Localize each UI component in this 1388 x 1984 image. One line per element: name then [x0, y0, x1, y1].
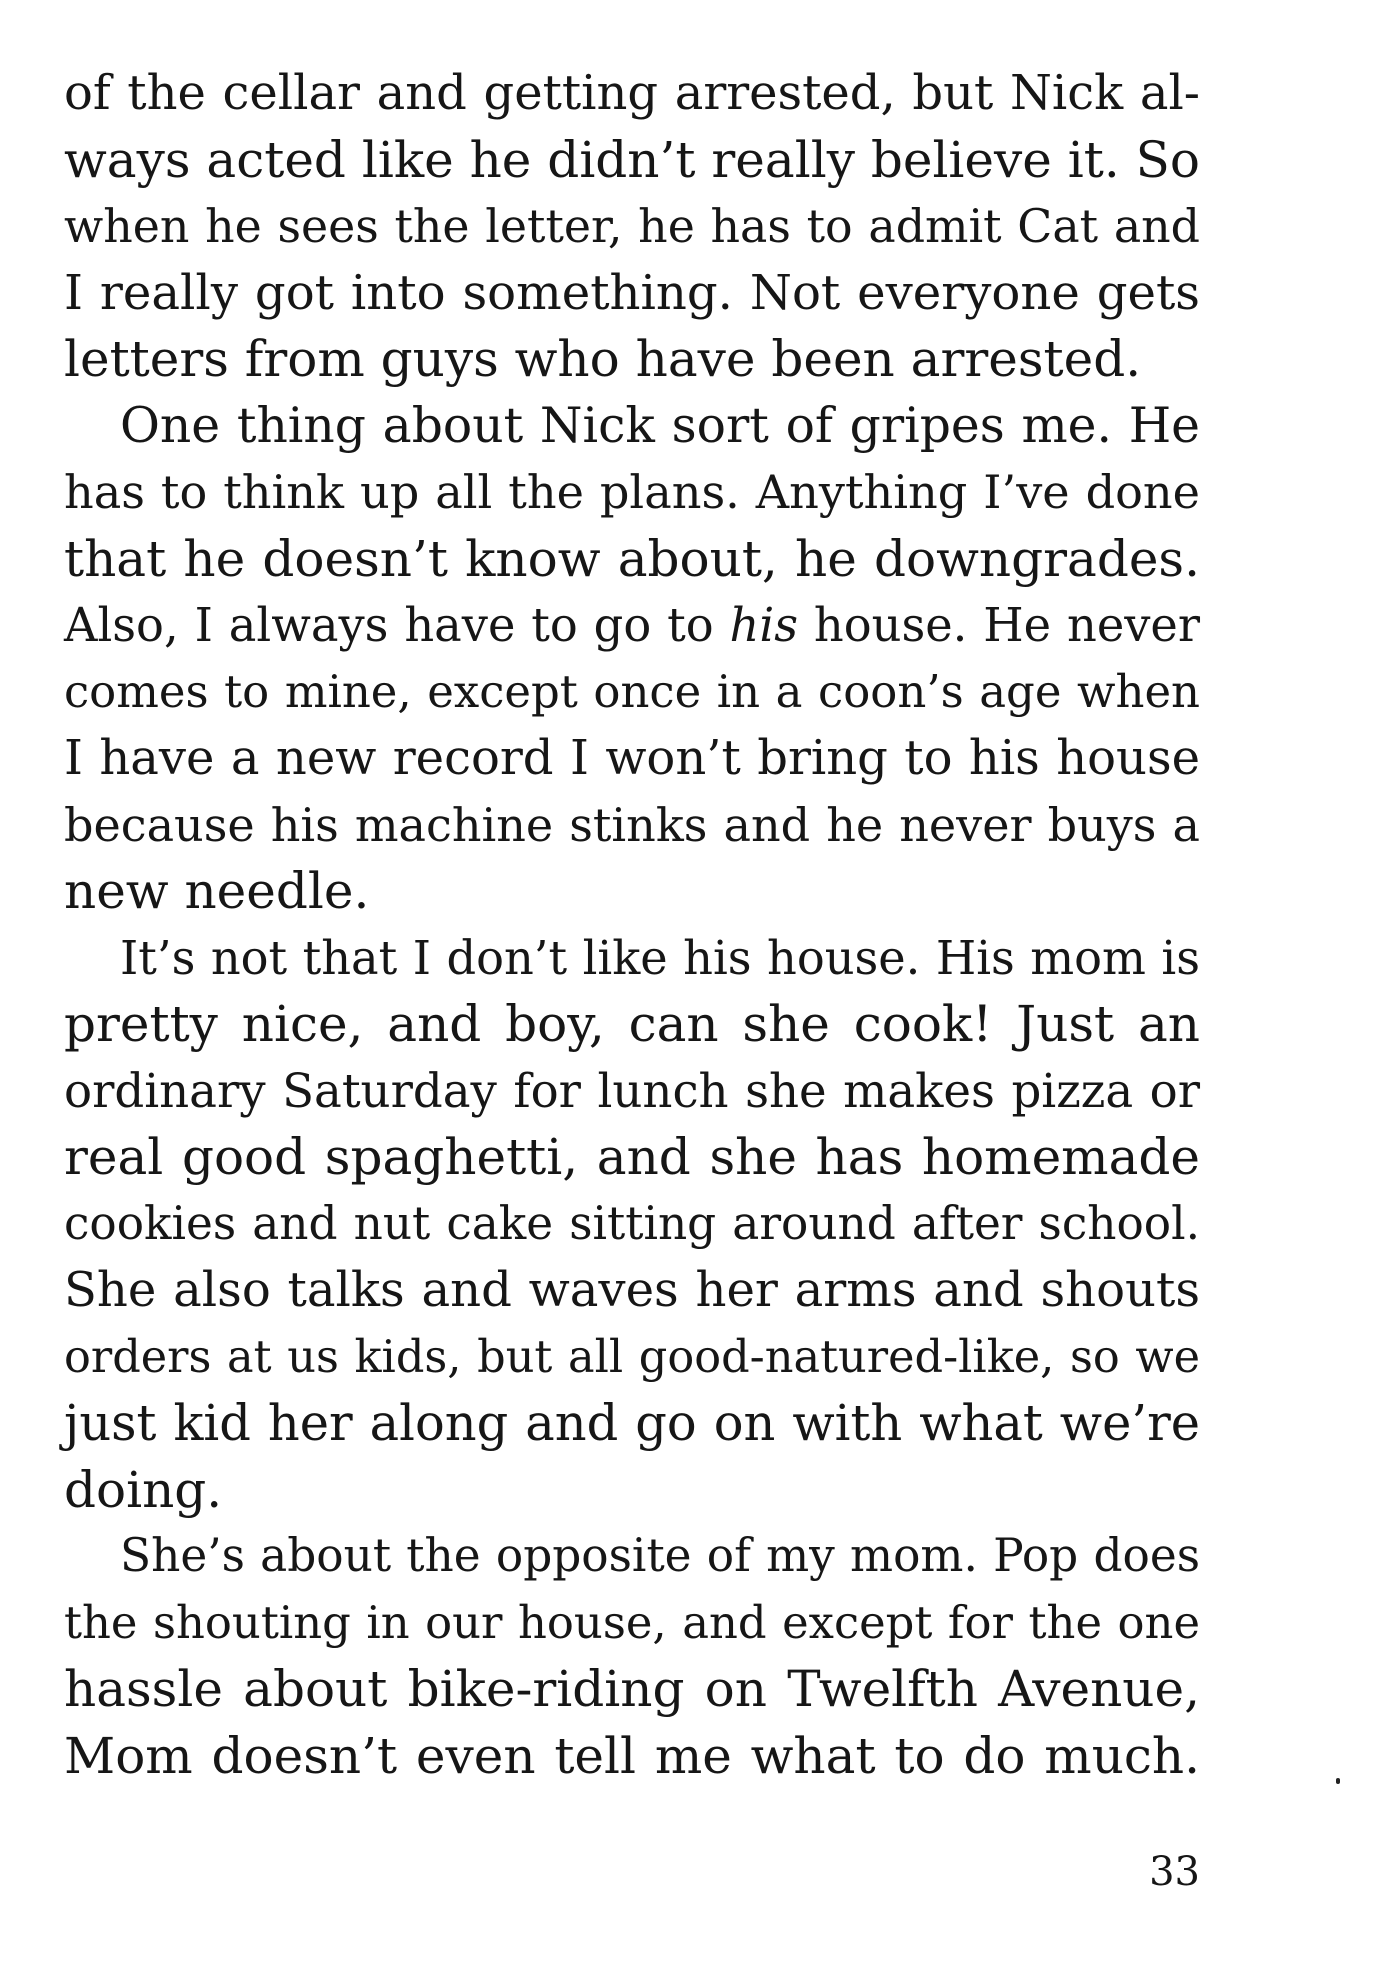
text-line: doing.: [64, 1460, 223, 1519]
text-line: new needle.: [64, 862, 370, 920]
page-number: 33: [1149, 1849, 1200, 1895]
text-line: One thing about Nick sort of gripes me. He: [120, 397, 1200, 454]
print-speck: [1336, 1778, 1340, 1784]
text-line: She’s about the opposite of my mom. Pop does: [120, 1529, 1200, 1582]
italic-word: his: [729, 598, 798, 652]
text-line: the shouting in our house, and except for the one: [64, 1595, 1200, 1649]
text-line: I really got into something. Not everyone gets: [64, 264, 1200, 321]
text-line: orders at us kids, but all good-natured-like, so we: [64, 1330, 1200, 1383]
text-line: that he doesn’t know about, he downgrades.: [64, 529, 1200, 588]
text-segment: house. He never: [813, 598, 1200, 652]
text-line: comes to mine, except once in a coon’s age when: [64, 664, 1200, 718]
text-segment: Also, I always have to go to: [64, 598, 714, 652]
text-line: of the cellar and getting arrested, but Nick al-: [64, 65, 1200, 121]
text-line: cookies and nut cake sitting around after school.: [64, 1196, 1200, 1250]
text-line: letters from guys who have been arrested.: [64, 330, 1142, 388]
text-line: It’s not that I don’t like his house. His mom is: [120, 930, 1200, 985]
text-line: She also talks and waves her arms and shouts: [64, 1262, 1200, 1318]
text-line: because his machine stinks and he never buys a: [64, 797, 1200, 852]
text-line: ordinary Saturday for lunch she makes pizza or: [64, 1063, 1200, 1118]
text-line: when he sees the letter, he has to admit Cat and: [64, 199, 1200, 253]
text-line: ways acted like he didn’t really believe it. So: [64, 130, 1200, 189]
text-line: real good spaghetti, and she has homemade: [64, 1128, 1200, 1186]
text-line: hassle about bike-riding on Twelfth Avenue,: [64, 1660, 1200, 1718]
body-text: [64, 60, 1200, 1789]
text-line: pretty nice, and boy, can she cook! Just an: [64, 995, 1200, 1053]
text-line-with-italic: [64, 592, 1200, 659]
text-line: has to think up all the plans. Anything I’ve done: [64, 465, 1200, 519]
text-line: I have a new record I won’t bring to his house: [64, 730, 1200, 786]
text-line: just kid her along and go on with what we’re: [64, 1394, 1200, 1452]
text-line: Mom doesn’t even tell me what to do much.: [64, 1726, 1200, 1785]
